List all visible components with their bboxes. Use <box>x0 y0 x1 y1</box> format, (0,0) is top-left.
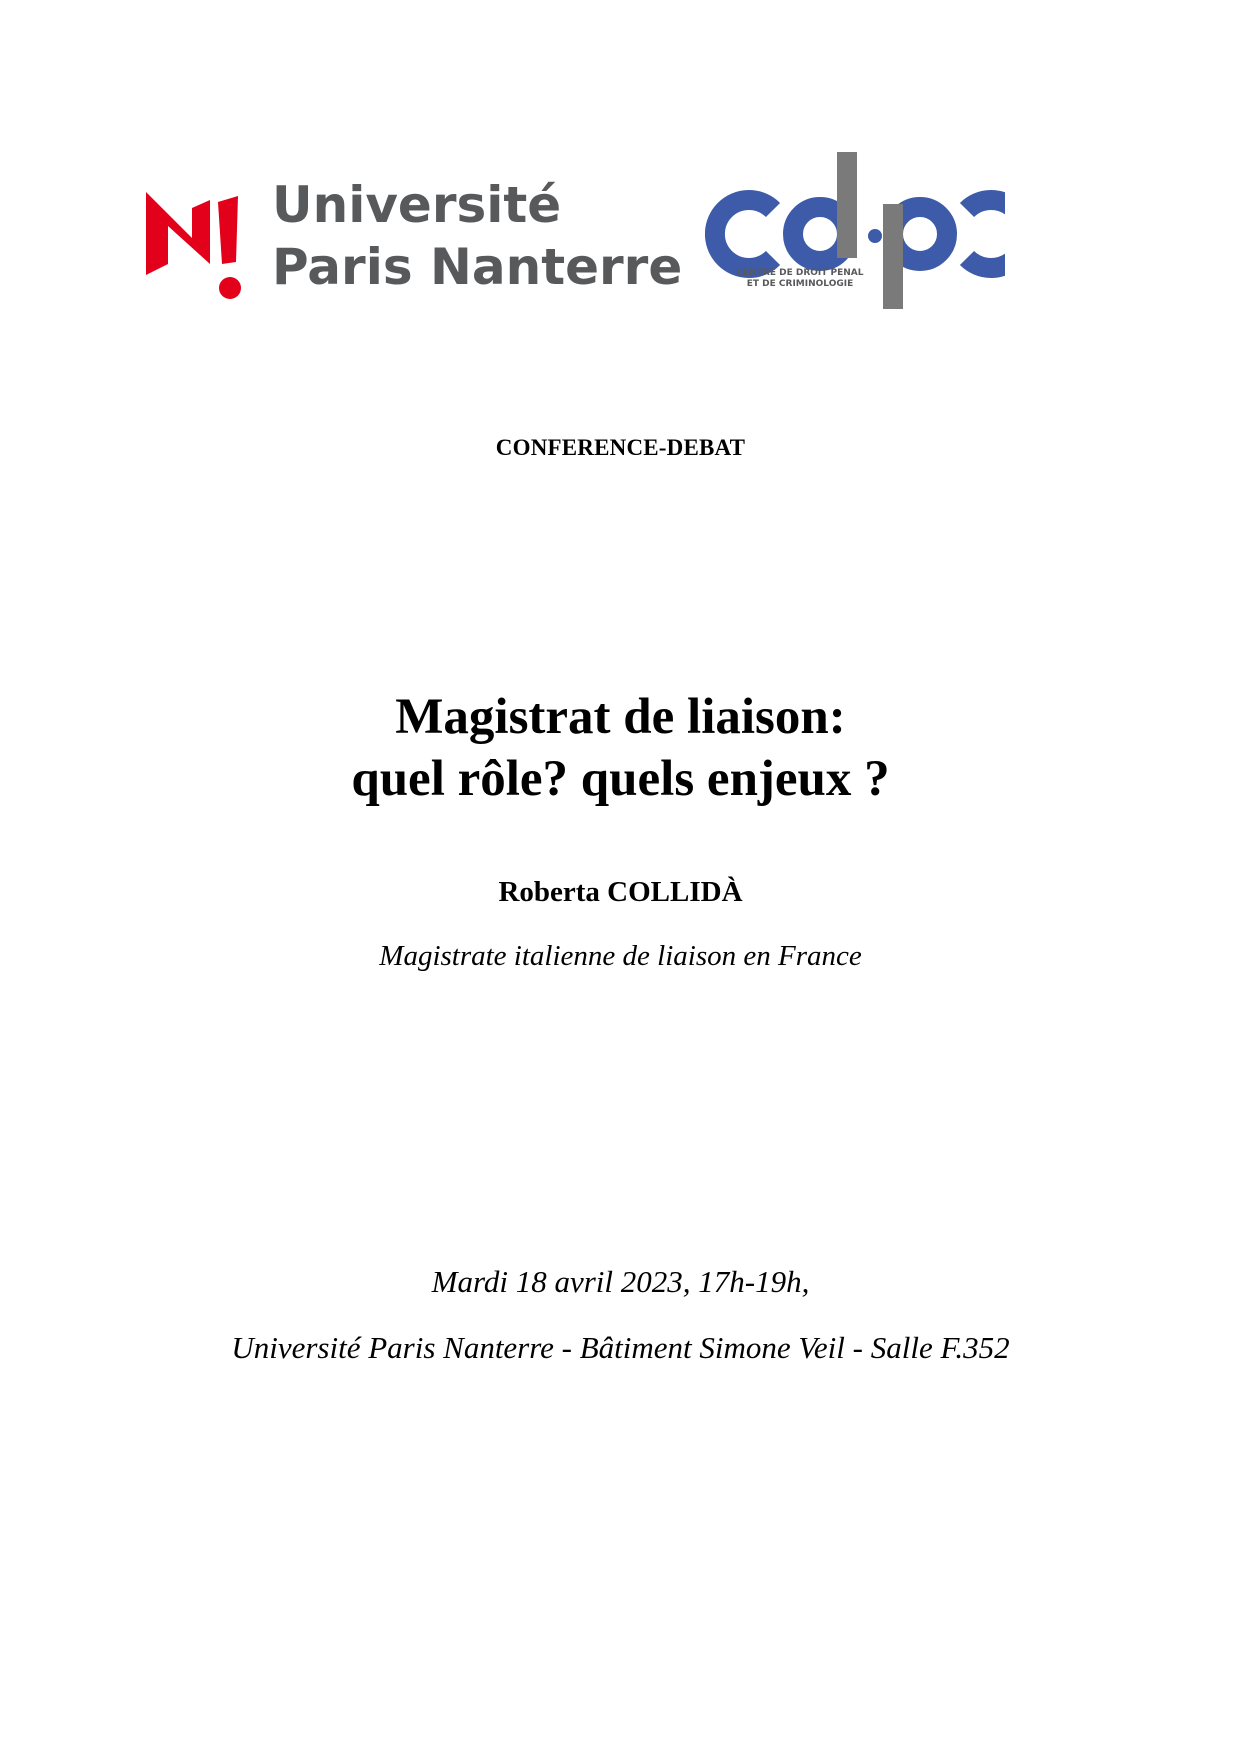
university-name <box>272 174 682 298</box>
event-date: Mardi 18 avril 2023, 17h-19h, <box>431 1264 810 1299</box>
nanterre-mark-icon <box>146 180 258 300</box>
event-kicker: CONFERENCE-DEBAT <box>495 435 746 460</box>
event-title-line1: Magistrat de liaison: <box>395 689 846 745</box>
cdpc-logo <box>705 140 1005 310</box>
cdpc-caption <box>725 268 875 290</box>
speaker-role: Magistrate italienne de liaison en France <box>379 940 862 972</box>
event-title-line2: quel rôle? quels enjeux ? <box>351 751 890 807</box>
speaker-name: Roberta COLLIDÀ <box>498 876 743 908</box>
event-venue: Université Paris Nanterre - Bâtiment Simone Veil - Salle F.352 <box>231 1330 1010 1365</box>
university-name-line2: Paris Nanterre <box>272 238 683 296</box>
cdpc-caption-line2: ET DE CRIMINOLOGIE <box>746 279 854 289</box>
logo-row <box>0 140 1241 310</box>
event-title <box>0 686 1241 810</box>
cdpc-caption-line1: CENTRE DE DROIT PENAL <box>736 268 864 278</box>
university-name-line1: Université <box>272 176 562 234</box>
universite-paris-nanterre-logo <box>146 176 686 300</box>
